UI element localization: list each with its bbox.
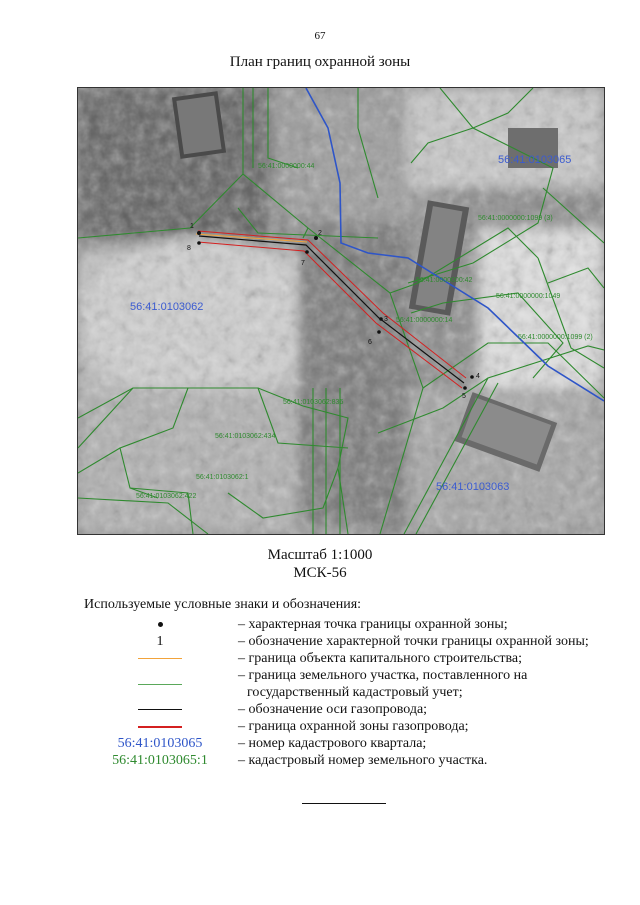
legend-row-parcel-boundary bbox=[84, 667, 624, 701]
legend-desc: – обозначение характерной точки границы охранной зоны; bbox=[238, 634, 589, 649]
quarter-label: 56:41:0103062 bbox=[130, 301, 204, 313]
page-number: 67 bbox=[314, 30, 326, 42]
quarter-label: 56:41:0103063 bbox=[436, 481, 510, 493]
point-label: 7 bbox=[301, 260, 305, 267]
legend-row-pipe-axis bbox=[84, 701, 624, 718]
parcel-label: 56:41:0103062:836 bbox=[283, 399, 344, 406]
legend-row-quarter-number bbox=[84, 735, 624, 752]
legend-row-building-boundary bbox=[84, 650, 624, 667]
legend-row-point bbox=[84, 616, 624, 633]
legend-desc: – граница земельного участка, поставленного на bbox=[238, 668, 528, 683]
point-label: 2 bbox=[318, 230, 322, 237]
parcel-label: 56:41:0000000:1049 bbox=[496, 293, 561, 300]
point-label: 6 bbox=[368, 339, 372, 346]
legend-desc: – номер кадастрового квартала; bbox=[238, 736, 427, 751]
quarter-number-sample: 56:41:0103065 bbox=[117, 736, 203, 751]
end-rule bbox=[302, 803, 386, 804]
aerial-map bbox=[78, 88, 604, 534]
parcel-label: 56:41:0000000:42 bbox=[416, 277, 473, 284]
parcel-number-sample: 56:41:0103065:1 bbox=[112, 753, 208, 768]
orange-line-icon bbox=[138, 658, 182, 659]
parcel-label: 56:41:0103062:422 bbox=[136, 493, 197, 500]
parcel-label: 56:41:0000000:14 bbox=[396, 317, 453, 324]
map-frame[interactable] bbox=[77, 87, 605, 535]
page-title: План границ охранной зоны bbox=[229, 54, 411, 70]
quarter-label: 56:41:0103065 bbox=[498, 154, 572, 166]
legend-row-guard-zone bbox=[84, 718, 624, 735]
point-label: 4 bbox=[476, 373, 480, 380]
point-label: 1 bbox=[190, 223, 194, 230]
legend-row-point-label bbox=[84, 633, 624, 650]
legend-desc-continued: государственный кадастровый учет; bbox=[247, 685, 463, 700]
legend-title: Используемые условные знаки и обозначения: bbox=[84, 597, 362, 612]
legend-desc: – граница охранной зоны газопровода; bbox=[238, 719, 469, 734]
parcel-label: 56:41:0000000:1099 (2) bbox=[518, 334, 593, 341]
black-line-icon bbox=[138, 709, 182, 710]
red-line-icon bbox=[138, 726, 182, 728]
dot-icon bbox=[158, 622, 163, 627]
parcel-label: 56:41:0000000:44 bbox=[258, 163, 315, 170]
scale-text: Масштаб 1:1000 bbox=[267, 547, 373, 563]
legend-desc: – граница объекта капитального строительства; bbox=[238, 651, 523, 666]
legend-row-parcel-number bbox=[84, 752, 624, 769]
crs-text: МСК-56 bbox=[293, 565, 347, 581]
point-label: 8 bbox=[187, 245, 191, 252]
parcel-label: 56:41:0103062:1 bbox=[196, 474, 249, 481]
legend-desc: – характерная точка границы охранной зоны; bbox=[238, 617, 508, 632]
point-label: 5 bbox=[462, 393, 466, 400]
green-line-icon bbox=[138, 684, 182, 685]
scale-block bbox=[0, 546, 640, 582]
legend-desc: – обозначение оси газопровода; bbox=[238, 702, 428, 717]
parcel-label: 56:41:0000000:1099 (3) bbox=[478, 215, 553, 222]
legend-desc: – кадастровый номер земельного участка. bbox=[238, 753, 488, 768]
point-label: 3 bbox=[384, 316, 388, 323]
parcel-label: 56:41:0103062:434 bbox=[215, 433, 276, 440]
point-number-label: 1 bbox=[156, 634, 164, 649]
legend bbox=[84, 616, 624, 769]
